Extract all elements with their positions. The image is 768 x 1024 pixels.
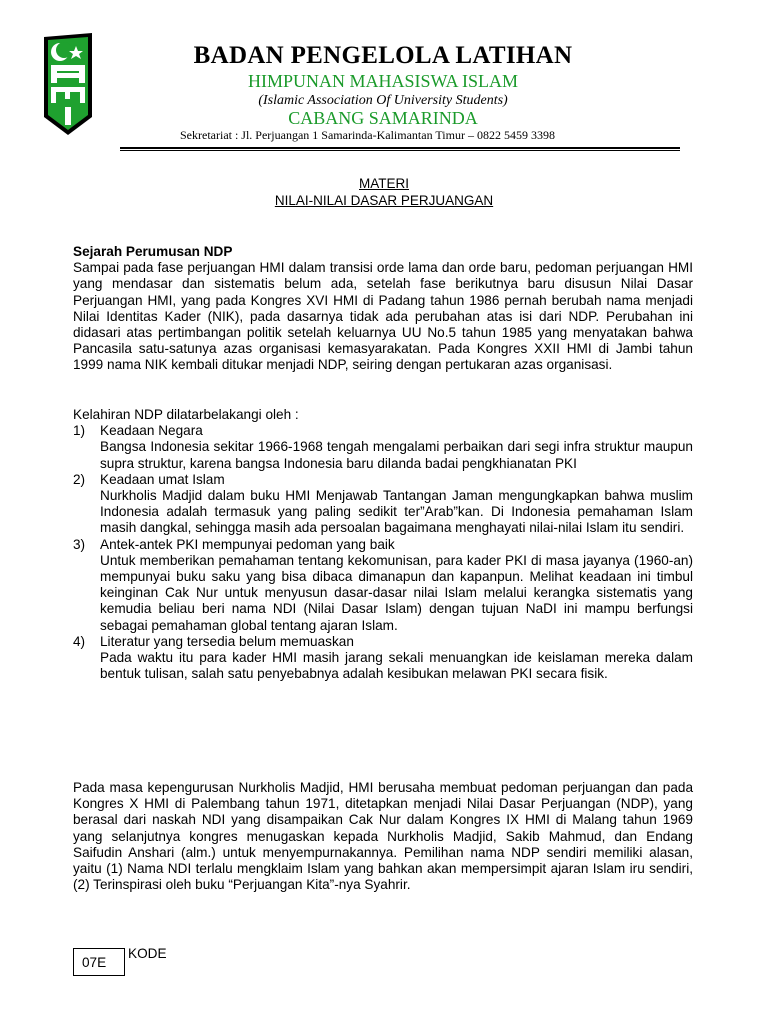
list-number: 2) <box>73 471 86 487</box>
section-history <box>73 244 693 374</box>
list-item-desc: Nurkholis Madjid dalam buku HMI Menjawab Tantangan Jaman mengungkapkan bahwa muslim Indonesia adalah termasuk yang paling sedikit ter”Arab”kan. Di Indonesia pemahaman Islam masih dangkal, sehingga masih ada persoalan bagaimana menghayati nilai-nilai Islam itu sendiri. <box>100 488 693 536</box>
code-box: 07E <box>73 948 125 976</box>
list-item-title: Antek-antek PKI mempunyai pedoman yang baik <box>100 536 395 552</box>
code-label: KODE <box>128 946 167 961</box>
list-item-desc: Untuk memberikan pemahaman tentang kekomunisan, para kader PKI di masa jayanya (1960-an) mempunyai buku saku yang bisa dibaca dimanapun dan kapanpun. Melihat keadaan ini timbul keinginan Cak Nur untuk menyusun dasar-dasar nilai Islam melalui kerangka sistematis yang kemudia beliau beri nama NDI (Nilai Dasar Islam) dengan tujuan NaDI ini mampu berfungsi sebagai pemahaman global tentang ajaran Islam. <box>100 552 693 633</box>
background-list <box>73 407 693 682</box>
list-item-desc: Pada waktu itu para kader HMI masih jarang sekali menuangkan ide keislaman mereka dalam bentuk tulisan, salah satu penyebabnya adalah kesibukan melawan PKI secara fisik. <box>100 650 693 682</box>
letterhead-rule-thin <box>120 150 680 151</box>
list-item <box>73 472 693 537</box>
list-intro: Kelahiran NDP dilatarbelakangi oleh : <box>73 407 299 422</box>
hmi-logo <box>38 29 98 139</box>
doc-heading-line2: NILAI-NILAI DASAR PERJUANGAN <box>274 193 494 208</box>
organization-english: (Islamic Association Of University Students) <box>258 93 508 108</box>
letterhead-title: BADAN PENGELOLA LATIHAN <box>193 42 573 69</box>
list-item <box>73 423 693 472</box>
list-item-title: Keadaan umat Islam <box>100 471 225 487</box>
organization-name: HIMPUNAN MAHASISWA ISLAM <box>247 71 519 91</box>
list-item <box>73 537 693 634</box>
letterhead-rule <box>120 147 680 149</box>
list-number: 1) <box>73 423 86 439</box>
list-number: 4) <box>73 633 86 649</box>
list-item-desc: Bangsa Indonesia sekitar 1966-1968 tengah mengalami perbaikan dari segi infra struktur maupun supra struktur, karena bangsa Indonesia baru dilanda badai pengkhianatan PKI <box>100 439 693 471</box>
section-title: Sejarah Perumusan NDP <box>73 244 233 259</box>
list-item-title: Literatur yang tersedia belum memuaskan <box>100 633 354 649</box>
address: Sekretariat : Jl. Perjuangan 1 Samarinda-Kalimantan Timur – 0822 5459 3398 <box>180 128 555 142</box>
list-item-title: Keadaan Negara <box>100 423 203 439</box>
branch-name: CABANG SAMARINDA <box>288 108 478 128</box>
section-paragraph: Sampai pada fase perjuangan HMI dalam transisi orde lama dan orde baru, pedoman perjuangan HMI yang mendasar dan sistematis belum ada, setelah fase berikutnya baru disusun Nilai Dasar Perjuangan HMI, yang pada Kongres XVI HMI di Padang tahun 1986 pernah berubah nama menjadi Nilai Identitas Kader (NIK), pada dasarnya tidak ada perubahan atas isi dari NDP. Perubahan ini didasari atas pertimbangan politik setelah keluarnya UU No.5 tahun 1985 yang menyatakan bahwa Pancasila satu-satunya azas organisasi kemasyarakatan. Pada Kongres XXII HMI di Jambi tahun 1999 nama NIK kembali ditukar menjadi NDP, seiring dengan pertukaran azas organisasi. <box>73 260 693 373</box>
closing-section <box>73 780 693 893</box>
list-item <box>73 634 693 683</box>
closing-paragraph: Pada masa kepengurusan Nurkholis Madjid, HMI berusaha membuat pedoman perjuangan dan pada Kongres X HMI di Palembang tahun 1971, ditetapkan menjadi Nilai Dasar Perjuangan (NDP), yang berasal dari naskah NDI yang disampaikan Cak Nur dalam Kongres IX HMI di Malang tahun 1969 yang selanjutnya kongres menugaskan kepada Nurkholis Madjid, Sakib Mahmud, dan Endang Saifudin Anshari (alm.) untuk menyempurnakannya. Pemilihan nama NDP sendiri memiliki alasan, yaitu (1) Nama NDI terlalu mengklaim Islam yang bahkan akan mempersimpit ajaran Islam iru sendiri, (2) Terinspirasi oleh buku “Perjuangan Kita”-nya Syahrir. <box>73 780 693 893</box>
list-number: 3) <box>73 536 86 552</box>
doc-heading-line1: MATERI <box>359 176 409 191</box>
